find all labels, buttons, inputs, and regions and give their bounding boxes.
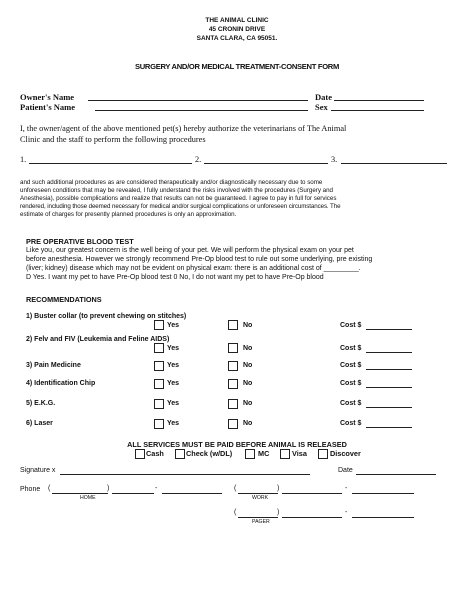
payment-cash-label: Cash (146, 449, 164, 458)
rec-no-checkbox[interactable] (228, 343, 238, 353)
rec-item-label: 4) Identification Chip (26, 380, 96, 387)
bloodtest-line-2: before anesthesia. However we strongly recommend Pre-Op blood test to rule out some underlying, pre existing (26, 256, 373, 263)
phone-work-label: WORK (252, 495, 269, 501)
sex-field[interactable] (331, 110, 424, 111)
rec-cost-field[interactable] (366, 352, 412, 353)
rec-item-label: 3) Pain Medicine (26, 362, 81, 369)
phone-home-number-field[interactable] (162, 493, 222, 494)
phone-home-area-field[interactable] (52, 493, 108, 494)
clinic-street: 45 CRONIN DRIVE (208, 26, 266, 33)
rec-no-checkbox[interactable] (228, 399, 238, 409)
payment-visa-label: Visa (292, 449, 307, 458)
rec-yes-checkbox[interactable] (154, 343, 164, 353)
rec-yes-checkbox[interactable] (154, 320, 164, 330)
phone-work-prefix-field[interactable] (282, 493, 342, 494)
phone-pager-label: PAGER (252, 519, 270, 525)
procedure-number-3: 3. (331, 155, 338, 164)
payment-mc-checkbox[interactable] (245, 449, 255, 459)
consent-line-5: estimate of charges for presently planned procedures is only an approximation. (20, 211, 237, 218)
rec-item-label: 2) Felv and FIV (Leukemia and Feline AIDS) (26, 336, 170, 343)
rec-yes-checkbox[interactable] (154, 419, 164, 429)
phone-home-dash: - (155, 485, 158, 492)
phone-work-area-close: ) (277, 485, 280, 492)
rec-no-label: No (243, 322, 253, 329)
rec-cost-label: Cost $ (340, 345, 362, 352)
rec-cost-field[interactable] (366, 427, 412, 428)
rec-no-label: No (243, 420, 253, 427)
bloodtest-line-3: (liver; kidney) disease which may not be evident on physical exam: there is an additional cost of _________. (26, 265, 361, 272)
patients-name-label: Patient's Name (20, 102, 76, 112)
procedure-number-1: 1. (20, 155, 27, 164)
patients-name-field[interactable] (95, 110, 308, 111)
procedure-field-3[interactable] (341, 163, 447, 164)
payment-visa-checkbox[interactable] (280, 449, 290, 459)
rec-item-label: 6) Laser (26, 420, 53, 427)
phone-home-label: HOME (80, 495, 96, 501)
payment-notice: ALL SERVICES MUST BE PAID BEFORE ANIMAL IS RELEASED (127, 440, 347, 449)
date-field[interactable] (334, 100, 424, 101)
phone-work-area-open: ( (234, 485, 237, 492)
phone-pager-prefix-field[interactable] (282, 517, 342, 518)
rec-cost-field[interactable] (366, 329, 412, 330)
phone-label: Phone (20, 486, 41, 493)
phone-pager-area-close: ) (277, 509, 280, 516)
phone-pager-number-field[interactable] (352, 517, 414, 518)
payment-mc-label: MC (258, 449, 270, 458)
signature-date-field[interactable] (356, 474, 436, 475)
form-title: SURGERY AND/OR MEDICAL TREATMENT-CONSENT FORM (134, 62, 340, 71)
rec-no-checkbox[interactable] (228, 361, 238, 371)
rec-yes-label: Yes (167, 420, 180, 427)
phone-pager-area-open: ( (234, 509, 237, 516)
phone-work-dash: - (345, 485, 348, 492)
signature-date-label: Date (338, 467, 353, 474)
signature-field[interactable] (60, 474, 310, 475)
rec-cost-label: Cost $ (340, 400, 362, 407)
owners-name-field[interactable] (88, 100, 308, 101)
procedure-field-2[interactable] (204, 163, 328, 164)
rec-yes-label: Yes (167, 400, 180, 407)
rec-cost-field[interactable] (366, 369, 412, 370)
consent-line-1: and such additional procedures as are considered therapeutically and/or diagnostically necessary due to some (20, 179, 323, 186)
phone-pager-area-field[interactable] (238, 517, 278, 518)
rec-yes-label: Yes (167, 345, 180, 352)
authorization-line-2: Clinic and the staff to perform the following procedures (20, 135, 206, 144)
consent-line-2: unforeseen conditions that may be revealed, I fully understand the risks involved with the procedures (Surgery and (20, 187, 333, 194)
phone-pager-dash: - (345, 509, 348, 516)
procedure-field-1[interactable] (29, 163, 192, 164)
rec-cost-field[interactable] (366, 387, 412, 388)
rec-no-checkbox[interactable] (228, 419, 238, 429)
consent-line-3: Anesthesia), possible complications and realize that results can not be guaranteed. I agree to pay in full for services (20, 195, 337, 202)
rec-cost-label: Cost $ (340, 380, 362, 387)
rec-item-label: 5) E.K.G. (26, 400, 56, 407)
owners-name-label: Owner's Name (20, 92, 75, 102)
rec-item-label: 1) Buster collar (to prevent chewing on stitches) (26, 313, 187, 320)
payment-discover-checkbox[interactable] (318, 449, 328, 459)
phone-home-area-close: ) (107, 485, 110, 492)
phone-home-area-open: ( (48, 485, 51, 492)
rec-no-checkbox[interactable] (228, 320, 238, 330)
recommendations-heading: RECOMMENDATIONS (26, 295, 102, 304)
payment-discover-label: Discover (330, 449, 361, 458)
rec-yes-label: Yes (167, 362, 180, 369)
rec-no-label: No (243, 400, 253, 407)
payment-cash-checkbox[interactable] (135, 449, 145, 459)
rec-cost-label: Cost $ (340, 420, 362, 427)
payment-check-label: Check (w/DL) (186, 449, 233, 458)
rec-no-label: No (243, 362, 253, 369)
rec-cost-label: Cost $ (340, 322, 362, 329)
phone-work-area-field[interactable] (238, 493, 278, 494)
rec-yes-checkbox[interactable] (154, 379, 164, 389)
rec-yes-label: Yes (167, 380, 180, 387)
rec-cost-field[interactable] (366, 407, 412, 408)
rec-yes-checkbox[interactable] (154, 361, 164, 371)
rec-yes-label: Yes (167, 322, 180, 329)
bloodtest-line-1: Like you, our greatest concern is the well being of your pet. We will perform the physical exam on your pet (26, 247, 354, 254)
phone-work-number-field[interactable] (352, 493, 414, 494)
signature-label: Signature x (20, 467, 56, 474)
rec-no-label: No (243, 380, 253, 387)
rec-cost-label: Cost $ (340, 362, 362, 369)
bloodtest-heading: PRE OPERATIVE BLOOD TEST (26, 237, 134, 246)
rec-no-label: No (243, 345, 253, 352)
rec-no-checkbox[interactable] (228, 379, 238, 389)
clinic-name: THE ANIMAL CLINIC (205, 17, 269, 24)
payment-check-checkbox[interactable] (175, 449, 185, 459)
date-label: Date (315, 92, 332, 102)
consent-line-4: rendered, including those deemed necessary for medical and/or surgical complications or unforeseen circumstances. The (20, 203, 341, 210)
bloodtest-options: D Yes. I want my pet to have Pre-Op blood test 0 No, I do not want my pet to have Pre-Op blood (26, 274, 324, 281)
phone-home-prefix-field[interactable] (112, 493, 154, 494)
rec-yes-checkbox[interactable] (154, 399, 164, 409)
procedure-number-2: 2. (195, 155, 202, 164)
clinic-city: SANTA CLARA, CA 95051. (196, 35, 278, 42)
authorization-line-1: I, the owner/agent of the above mentioned pet(s) hereby authorize the veterinarians of The Animal (20, 124, 347, 133)
sex-label: Sex (315, 102, 328, 112)
